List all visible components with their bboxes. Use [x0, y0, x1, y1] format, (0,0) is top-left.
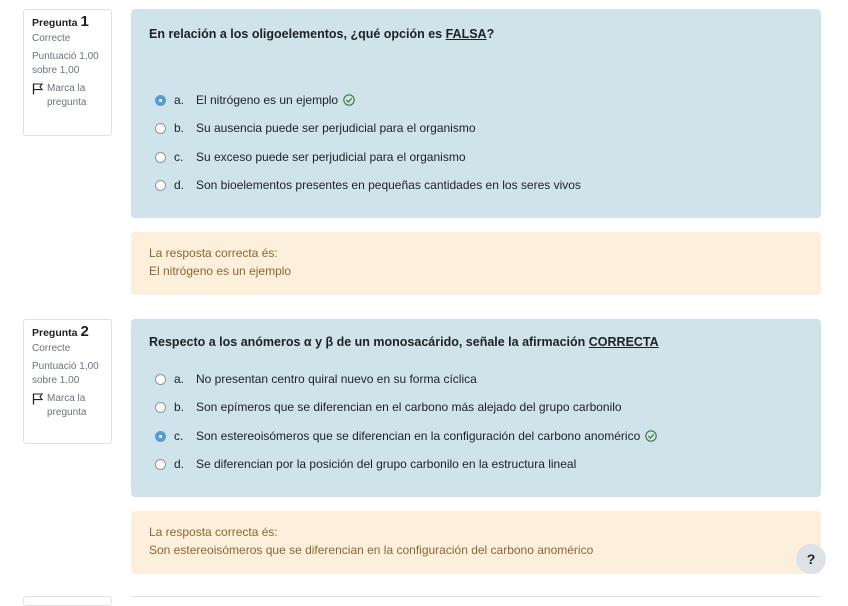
question-state: Correcte [32, 33, 71, 44]
correct-answer-feedback-1 [131, 232, 821, 295]
answer-option-a[interactable] [155, 93, 355, 107]
answer-option-b[interactable] [155, 400, 622, 414]
question-text [149, 27, 803, 41]
answer-option-a[interactable] [155, 372, 477, 386]
option-letter: d. [174, 178, 185, 192]
feedback-title: La resposta correcta és: [149, 525, 278, 539]
option-text: Su ausencia puede ser perjudicial para el organismo [196, 121, 476, 135]
question-formulation-2 [131, 319, 821, 497]
option-letter: c. [174, 429, 184, 443]
option-letter: a. [174, 93, 185, 107]
radio-button[interactable] [155, 180, 166, 191]
option-text: No presentan centro quiral nuevo en su forma cíclica [196, 372, 477, 386]
help-button[interactable] [796, 544, 826, 574]
question-text-emphasis: CORRECTA [588, 335, 659, 349]
radio-button[interactable] [155, 152, 166, 163]
question-icon: ? [806, 551, 816, 567]
question-formulation-1 [131, 9, 821, 218]
flag-label: Marca la pregunta [47, 83, 87, 108]
flag-question-button[interactable] [32, 82, 103, 110]
answer-option-d[interactable] [155, 178, 581, 192]
question-grade: Puntuació 1,00 sobre 1,00 [32, 361, 99, 386]
correct-answer-feedback-2 [131, 511, 821, 574]
option-letter: d. [174, 457, 185, 471]
question-number-value: 1 [80, 13, 89, 30]
feedback-title: La resposta correcta és: [149, 246, 278, 260]
radio-button[interactable] [155, 123, 166, 134]
radio-button[interactable] [155, 374, 166, 385]
next-question-info-edge [23, 596, 112, 606]
check-circle-icon [645, 430, 657, 442]
feedback-answer: Son estereoisómeros que se diferencian en la configuración del carbono anomérico [149, 543, 594, 557]
check-circle-icon [343, 94, 355, 106]
question-label: Pregunta [32, 327, 78, 339]
option-letter: a. [174, 372, 185, 386]
radio-button[interactable] [155, 95, 166, 106]
option-letter: c. [174, 150, 184, 164]
answer-option-b[interactable] [155, 121, 476, 135]
question-text-emphasis: FALSA [445, 27, 487, 41]
question-number [32, 325, 103, 340]
feedback-answer: El nitrógeno es un ejemplo [149, 264, 292, 278]
option-text: Son epímeros que se diferencian en el carbono más alejado del grupo carbonilo [196, 400, 622, 414]
answer-option-c[interactable] [155, 429, 657, 443]
answer-option-d[interactable] [155, 457, 576, 471]
option-text: Se diferencian por la posición del grupo carbonilo en la estructura lineal [196, 457, 577, 471]
question-text-end: ? [486, 27, 495, 41]
question-number [32, 15, 103, 30]
answer-option-c[interactable] [155, 150, 466, 164]
radio-button[interactable] [155, 431, 166, 442]
question-grade: Puntuació 1,00 sobre 1,00 [32, 51, 99, 76]
option-text: Su exceso puede ser perjudicial para el organismo [196, 150, 466, 164]
radio-button[interactable] [155, 459, 166, 470]
question-info-1 [23, 9, 112, 136]
option-text: Son bioelementos presentes en pequeñas cantidades en los seres vivos [196, 178, 581, 192]
radio-button[interactable] [155, 402, 166, 413]
next-question-formulation-edge [131, 596, 821, 606]
flag-icon [32, 393, 44, 405]
flag-label: Marca la pregunta [47, 393, 87, 418]
question-text-part: En relación a los oligoelementos, ¿qué opción es [149, 27, 446, 41]
question-label: Pregunta [32, 17, 78, 29]
option-letter: b. [174, 400, 185, 414]
question-text-part: Respecto a los anómeros α y β de un monosacárido, señale la afirmación [149, 335, 589, 349]
option-letter: b. [174, 121, 185, 135]
option-text: El nitrógeno es un ejemplo [196, 93, 339, 107]
flag-question-button[interactable] [32, 392, 103, 420]
question-number-value: 2 [80, 323, 89, 340]
question-state: Correcte [32, 343, 71, 354]
question-info-2 [23, 319, 112, 444]
question-text [149, 335, 803, 349]
flag-icon [32, 83, 44, 95]
option-text: Son estereoisómeros que se diferencian en la configuración del carbono anomérico [196, 429, 641, 443]
